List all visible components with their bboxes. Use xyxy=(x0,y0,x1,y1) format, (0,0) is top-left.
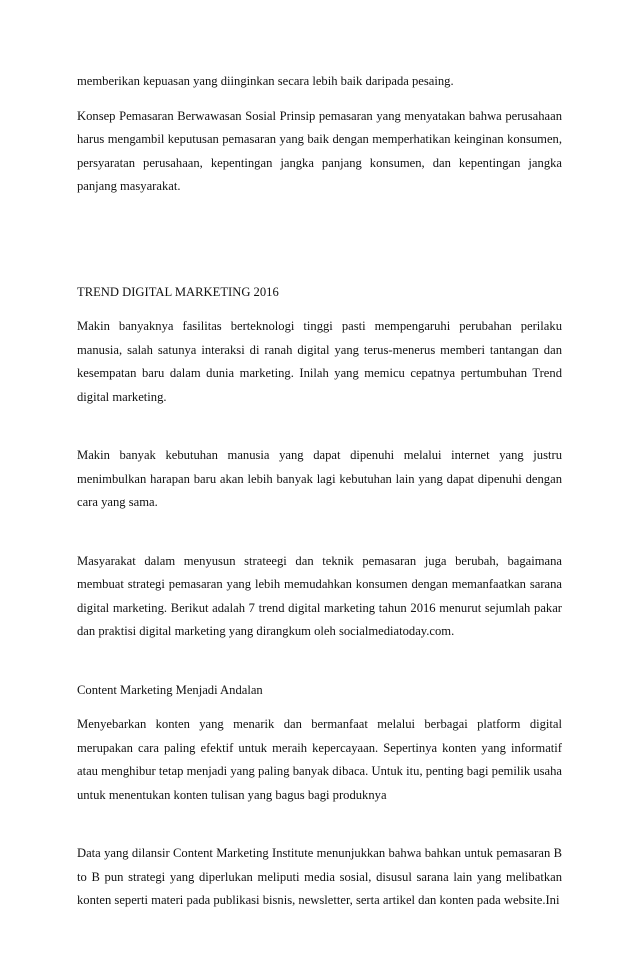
paragraph-fasilitas-teknologi: Makin banyaknya fasilitas berteknologi tinggi pasti mempengaruhi perubahan perilaku manusia, salah satunya interaksi di ranah digital yang terus-menerus memberi tantangan dan kesempatan baru dalam dunia marketing. Inilah yang memicu cepatnya pertumbuhan Trend digital marketing. xyxy=(77,319,562,404)
paragraph-konsep-pemasaran: Konsep Pemasaran Berwawasan Sosial Prinsip pemasaran yang menyatakan bahwa perusahaan harus mengambil keputusan pemasaran yang baik dengan memperhatikan keinginan konsumen, persyaratan perusahaan, kepentingan jangka panjang konsumen, dan kepentingan jangka panjang masyarakat. xyxy=(77,108,562,193)
paragraph-strategi-pemasaran: Masyarakat dalam menyusun strateegi dan teknik pemasaran juga berubah, bagaimana membuat strategi pemasaran yang lebih memudahkan konsumen dengan memanfaatkan sarana digital marketing. Berikut adalah 7 trend digital marketing tahun 2016 menurut sejumlah pakar dan praktisi digital marketing yang dirangkum oleh socialmediatoday.com. xyxy=(77,553,562,638)
heading-content-marketing: Content Marketing Menjadi Andalan xyxy=(77,682,263,697)
paragraph-kebutuhan-manusia: Makin banyak kebutuhan manusia yang dapat dipenuhi melalui internet yang justru menimbulkan harapan baru akan lebih banyak lagi kebutuhan lain yang dapat dipenuhi dengan cara yang sama. xyxy=(77,448,562,509)
paragraph-data-cmi: Data yang dilansir Content Marketing Institute menunjukkan bahwa bahkan untuk pemasaran B to B pun strategi yang diperlukan meliputi media sosial, disusul sarana lain yang melibatkan konten seperti materi pada publikasi bisnis, newsletter, serta artikel dan konten pada website.Ini xyxy=(77,846,562,907)
paragraph-menyebarkan-konten: Menyebarkan konten yang menarik dan bermanfaat melalui berbagai platform digital merupakan cara paling efektif untuk meraih kepercayaan. Sepertinya konten yang informatif atau menghibur tetap menjadi yang paling banyak dibaca. Untuk itu, penting bagi pemilik usaha untuk menentukan konten tulisan yang bagus bagi produknya xyxy=(77,717,562,802)
paragraph-intro-continuation: memberikan kepuasan yang diinginkan secara lebih baik daripada pesaing. xyxy=(77,74,454,88)
heading-trend-digital-marketing: TREND DIGITAL MARKETING 2016 xyxy=(77,284,279,299)
document-body xyxy=(77,70,562,913)
